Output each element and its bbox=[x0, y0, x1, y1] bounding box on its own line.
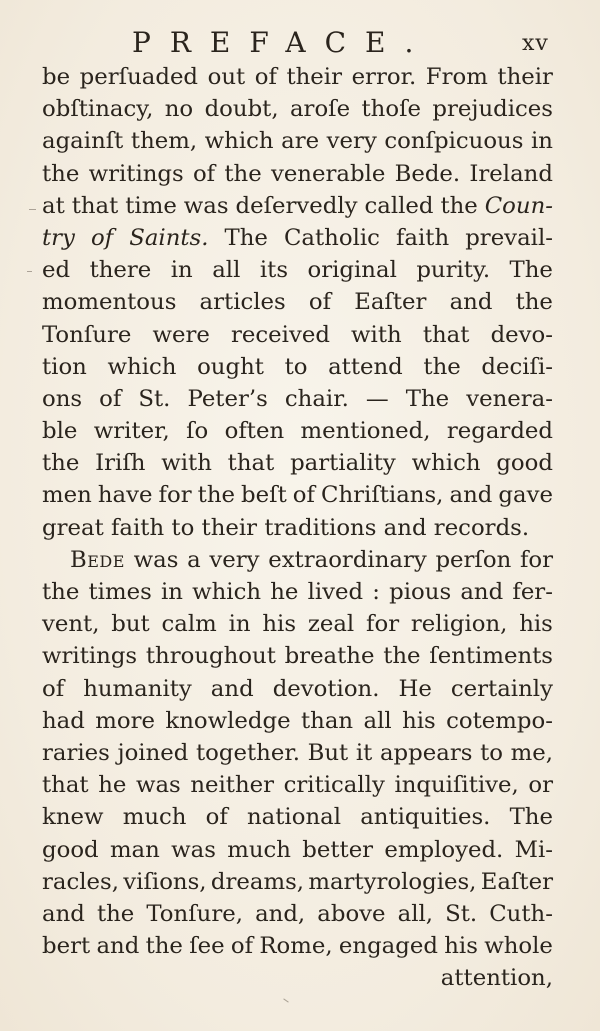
word: attend bbox=[328, 353, 403, 380]
word: often bbox=[224, 418, 285, 445]
word: the bbox=[440, 192, 478, 219]
word: ſentiments bbox=[429, 643, 553, 670]
word: for bbox=[519, 546, 553, 573]
text-line bbox=[42, 834, 553, 866]
word: but bbox=[111, 611, 150, 638]
word: raries bbox=[42, 739, 110, 766]
word: Peter’s bbox=[187, 385, 268, 412]
word: of bbox=[292, 482, 315, 509]
text-line bbox=[42, 93, 553, 125]
word: of bbox=[192, 160, 216, 187]
word: Saints. bbox=[129, 224, 209, 251]
word: ſo bbox=[186, 418, 209, 445]
word: very bbox=[326, 128, 377, 155]
word: the bbox=[224, 160, 262, 187]
word: which bbox=[107, 353, 177, 380]
word: together. bbox=[196, 739, 300, 766]
word: national bbox=[247, 804, 342, 831]
word: prejudices bbox=[432, 96, 553, 123]
word: in bbox=[160, 579, 183, 605]
word: Rome, bbox=[259, 933, 333, 960]
text-line bbox=[42, 286, 553, 318]
running-head: PREFACE. bbox=[132, 26, 433, 59]
word: partiality bbox=[290, 450, 396, 477]
word: that bbox=[42, 772, 89, 799]
word: zeal bbox=[307, 611, 355, 638]
text-line bbox=[42, 801, 553, 833]
word: the bbox=[42, 160, 80, 187]
word: his bbox=[262, 611, 297, 638]
text-line bbox=[42, 866, 553, 898]
word: But bbox=[307, 739, 349, 766]
word: was bbox=[135, 772, 181, 799]
word: the bbox=[423, 353, 461, 380]
word: them, bbox=[130, 128, 198, 155]
word: called bbox=[364, 192, 434, 219]
word: out bbox=[207, 64, 246, 90]
text-line bbox=[42, 319, 553, 351]
word: throughout bbox=[145, 643, 276, 670]
word: writings bbox=[88, 160, 184, 187]
word: martyrologies, bbox=[308, 868, 477, 895]
word: conſpicuous bbox=[384, 128, 524, 155]
word: — bbox=[365, 385, 389, 412]
word: aroſe bbox=[289, 96, 351, 123]
word: for bbox=[158, 482, 192, 509]
text-line bbox=[42, 158, 553, 190]
word: their bbox=[497, 64, 553, 90]
text-line bbox=[42, 351, 553, 383]
word: venera- bbox=[466, 385, 553, 412]
word: Tonſure, bbox=[146, 900, 243, 927]
word: and bbox=[42, 900, 85, 927]
word: perſon bbox=[435, 546, 512, 573]
word: received bbox=[231, 321, 330, 348]
word: Tonſure bbox=[42, 321, 132, 348]
word: were bbox=[152, 321, 210, 348]
word: for bbox=[366, 611, 400, 638]
word: inquiſitive, bbox=[394, 772, 519, 799]
word: Catholic bbox=[283, 224, 380, 251]
word: the bbox=[42, 450, 80, 477]
word: racles, bbox=[42, 868, 119, 895]
word: cotempo- bbox=[446, 707, 553, 734]
word: above bbox=[317, 900, 386, 927]
word: their bbox=[201, 514, 258, 541]
text-line bbox=[42, 576, 553, 608]
word: it bbox=[355, 739, 373, 766]
word: Iriſh bbox=[95, 450, 146, 477]
word: purity. bbox=[416, 257, 491, 284]
word: The bbox=[224, 224, 268, 251]
text-line bbox=[42, 125, 553, 157]
word: with bbox=[161, 450, 212, 477]
text-line bbox=[42, 898, 553, 930]
word: which bbox=[192, 579, 262, 605]
text-line bbox=[42, 479, 553, 511]
word: better bbox=[302, 836, 374, 863]
word: traditions bbox=[264, 514, 377, 541]
word: be bbox=[42, 64, 71, 90]
word: doubt, bbox=[204, 96, 279, 123]
word: critically bbox=[283, 772, 385, 799]
margin-mark bbox=[29, 209, 36, 210]
word: in bbox=[228, 611, 251, 638]
word: writings bbox=[42, 643, 138, 670]
word: mentioned, bbox=[300, 418, 431, 445]
word: The bbox=[405, 385, 450, 412]
word: calm bbox=[161, 611, 217, 638]
word: and bbox=[460, 579, 504, 605]
word: againſt bbox=[42, 128, 124, 155]
word: have bbox=[97, 482, 153, 509]
word: with bbox=[351, 321, 402, 348]
word: me, bbox=[510, 739, 553, 766]
word: in bbox=[170, 257, 193, 284]
word: which bbox=[411, 450, 481, 477]
word: antiquities. bbox=[360, 804, 491, 831]
word: knowledge bbox=[165, 707, 291, 734]
word: of bbox=[42, 675, 65, 702]
word: Eaſter bbox=[354, 289, 427, 316]
word: of bbox=[90, 224, 114, 251]
word: St. bbox=[445, 900, 478, 927]
word: of bbox=[205, 804, 228, 831]
text-line bbox=[42, 640, 553, 672]
word: are bbox=[281, 128, 320, 155]
word: faith bbox=[110, 514, 165, 541]
word: Mi- bbox=[514, 836, 553, 863]
word: and bbox=[210, 675, 254, 702]
word: vent, bbox=[42, 611, 100, 638]
word: ſee bbox=[189, 933, 225, 960]
word: a bbox=[187, 546, 201, 573]
word: obſtinacy, bbox=[42, 96, 154, 123]
word: was bbox=[133, 546, 179, 573]
word: employed. bbox=[384, 836, 504, 863]
word: of bbox=[308, 289, 332, 316]
text-line bbox=[42, 769, 553, 801]
word: joined bbox=[117, 739, 189, 766]
text-line bbox=[42, 705, 553, 737]
word: viſions, bbox=[123, 868, 207, 895]
word: deſervedly bbox=[235, 192, 358, 219]
word: much bbox=[122, 804, 187, 831]
word: whole bbox=[484, 933, 553, 960]
word: certainly bbox=[450, 675, 553, 702]
word: their bbox=[286, 64, 342, 90]
word: the bbox=[383, 643, 421, 670]
word: was bbox=[183, 192, 229, 219]
word: The bbox=[509, 804, 553, 831]
word: or bbox=[528, 772, 553, 799]
word: and, bbox=[255, 900, 306, 927]
word: Cuth- bbox=[489, 900, 553, 927]
word: at bbox=[42, 192, 65, 219]
word: in bbox=[530, 128, 553, 155]
word: good bbox=[496, 450, 553, 477]
word: more bbox=[95, 707, 155, 734]
word: ed bbox=[42, 257, 71, 284]
word: perſuaded bbox=[79, 64, 199, 90]
word: very bbox=[209, 546, 260, 573]
word: prevail- bbox=[465, 224, 553, 251]
word: thoſe bbox=[361, 96, 422, 123]
word: ble bbox=[42, 418, 78, 445]
word: the bbox=[42, 579, 80, 605]
word: articles bbox=[199, 289, 286, 316]
word: bert bbox=[42, 933, 91, 960]
word: attention, bbox=[440, 965, 553, 992]
word: and bbox=[383, 514, 427, 541]
word: lived bbox=[307, 579, 364, 605]
word: chair. bbox=[284, 385, 349, 412]
word: dreams, bbox=[210, 868, 305, 895]
text-line bbox=[42, 415, 553, 447]
word: all bbox=[212, 257, 241, 284]
word: great bbox=[42, 514, 104, 541]
word: religion, bbox=[410, 611, 508, 638]
word: tion bbox=[42, 353, 87, 380]
word: ought bbox=[197, 353, 264, 380]
word: knew bbox=[42, 804, 104, 831]
word: records. bbox=[433, 514, 530, 541]
word: writer, bbox=[93, 418, 170, 445]
word: that bbox=[227, 450, 275, 477]
word: Eaſter bbox=[480, 868, 553, 895]
text-line bbox=[42, 737, 553, 769]
word: man bbox=[109, 836, 160, 863]
word: his bbox=[444, 933, 478, 960]
word: Bede bbox=[70, 546, 125, 573]
word: which bbox=[204, 128, 274, 155]
word: had bbox=[42, 707, 85, 734]
word: times bbox=[88, 579, 152, 605]
word: its bbox=[259, 257, 289, 284]
word: that bbox=[71, 192, 119, 219]
text-line bbox=[42, 962, 553, 994]
word: and bbox=[449, 289, 493, 316]
word: was bbox=[171, 836, 216, 863]
word: than bbox=[300, 707, 354, 734]
word: devotion. bbox=[272, 675, 380, 702]
word: the bbox=[96, 900, 135, 927]
word: all bbox=[363, 707, 392, 734]
word: to bbox=[171, 514, 195, 541]
word: venerable bbox=[270, 160, 386, 187]
word: of bbox=[99, 385, 122, 412]
text-line bbox=[42, 190, 553, 222]
word: the bbox=[197, 482, 235, 509]
text-line bbox=[42, 447, 553, 479]
word: neither bbox=[190, 772, 275, 799]
word: Ireland bbox=[469, 160, 553, 187]
text-line bbox=[42, 383, 553, 415]
text-line bbox=[42, 930, 553, 962]
print-mark bbox=[283, 998, 288, 1002]
word: breathe bbox=[284, 643, 375, 670]
word: try bbox=[42, 224, 75, 251]
word: of bbox=[254, 64, 277, 90]
word: From bbox=[425, 64, 488, 90]
word: faith bbox=[395, 224, 450, 251]
word: there bbox=[89, 257, 152, 284]
word: fer- bbox=[512, 579, 553, 605]
word: Chriſtians, bbox=[321, 482, 444, 509]
word: the bbox=[515, 289, 553, 316]
word: error. bbox=[351, 64, 417, 90]
word: momentous bbox=[42, 289, 177, 316]
word: He bbox=[398, 675, 432, 702]
word: Bede. bbox=[394, 160, 461, 187]
word: good bbox=[42, 836, 99, 863]
text-line bbox=[42, 673, 553, 705]
page-header bbox=[0, 28, 600, 58]
word: gave bbox=[498, 482, 553, 509]
word: much bbox=[227, 836, 291, 863]
text-line bbox=[42, 254, 553, 286]
word: extraordinary bbox=[268, 546, 427, 573]
word: time bbox=[125, 192, 177, 219]
word: deciſi- bbox=[481, 353, 553, 380]
word: he bbox=[98, 772, 127, 799]
word: of bbox=[230, 933, 254, 960]
word: that bbox=[422, 321, 470, 348]
word: his bbox=[402, 707, 436, 734]
page-number: xv bbox=[522, 31, 549, 56]
word: ons bbox=[42, 385, 83, 412]
word: to bbox=[480, 739, 503, 766]
word: : bbox=[372, 579, 380, 605]
word: devo- bbox=[490, 321, 553, 348]
word: his bbox=[519, 611, 553, 638]
text-line bbox=[42, 544, 553, 576]
word: engaged bbox=[338, 933, 438, 960]
word: St. bbox=[138, 385, 171, 412]
margin-mark bbox=[27, 271, 32, 272]
word: and bbox=[449, 482, 493, 509]
word: original bbox=[307, 257, 397, 284]
word: beſt bbox=[241, 482, 287, 509]
word: pious bbox=[389, 579, 452, 605]
word: no bbox=[164, 96, 194, 123]
word: Coun- bbox=[484, 192, 553, 219]
word: all, bbox=[397, 900, 434, 927]
word: appears bbox=[379, 739, 473, 766]
word: humanity bbox=[83, 675, 192, 702]
text-line bbox=[42, 512, 553, 544]
word: to bbox=[284, 353, 308, 380]
word: he bbox=[270, 579, 299, 605]
word: and bbox=[96, 933, 140, 960]
text-line bbox=[42, 608, 553, 640]
text-line bbox=[42, 222, 553, 254]
word: men bbox=[42, 482, 92, 509]
word: the bbox=[145, 933, 183, 960]
body-text bbox=[42, 61, 553, 994]
word: regarded bbox=[446, 418, 553, 445]
text-line bbox=[42, 61, 553, 93]
word: The bbox=[509, 257, 553, 284]
